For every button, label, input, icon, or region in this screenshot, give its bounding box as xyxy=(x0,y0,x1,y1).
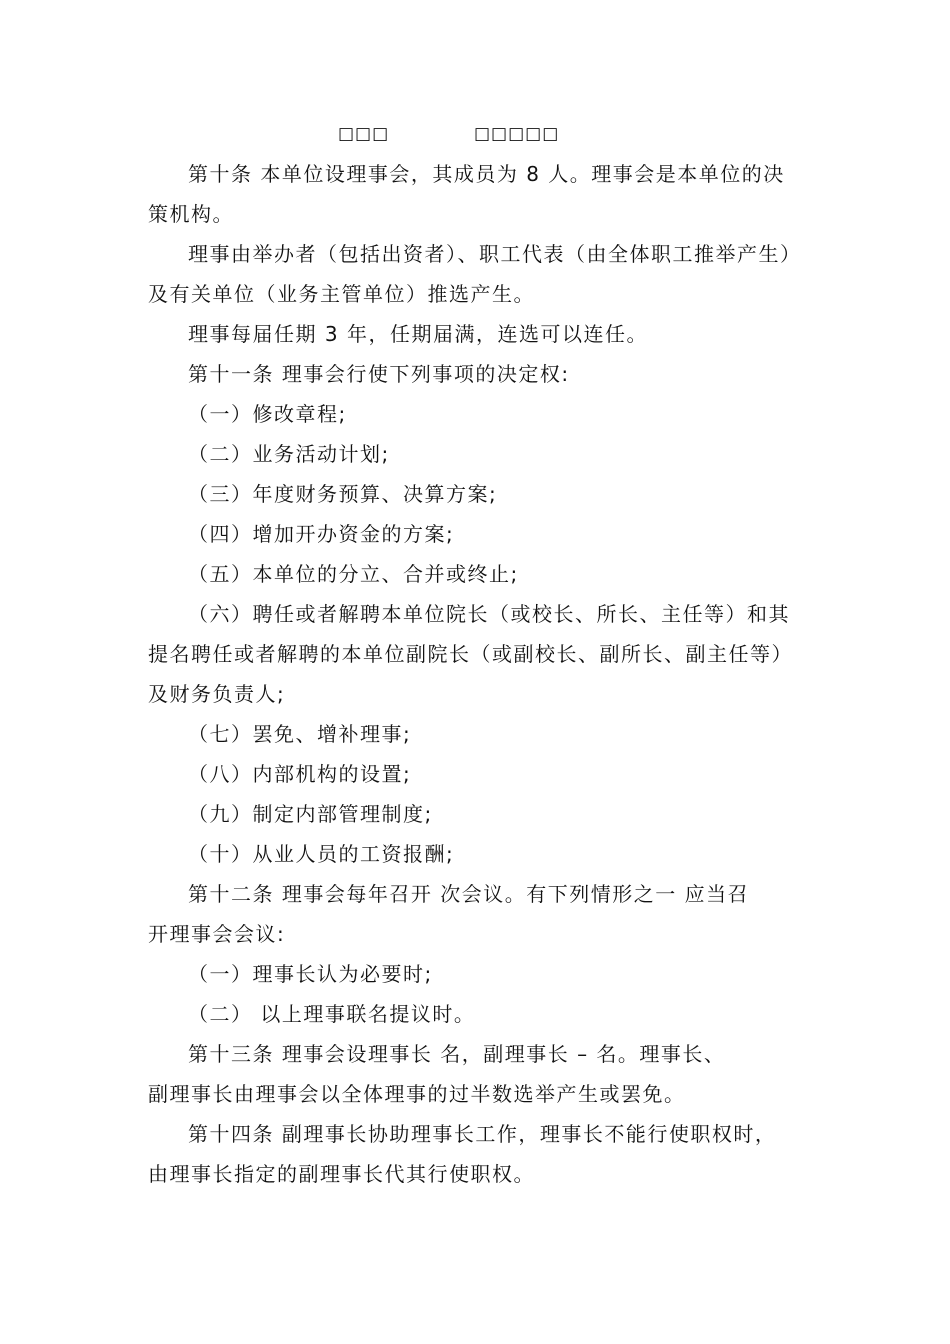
article-14-line-1: 第十四条 副理事长协助理事长工作，理事长不能行使职权时， xyxy=(188,1122,777,1146)
article-11-item-1: （一）修改章程; xyxy=(188,402,347,426)
chapter-heading xyxy=(0,124,950,148)
article-10-line-1: 第十条 本单位设理事会，其成员为 8 人。理事会是本单位的决 xyxy=(188,162,785,186)
article-12-item-1: （一）理事长认为必要时; xyxy=(188,962,433,986)
article-11-item-6-line-2: 提名聘任或者解聘的本单位副院长（或副校长、副所长、副主任等） xyxy=(148,642,793,666)
article-12-line-1: 第十二条 理事会每年召开 次会议。有下列情形之一 应当召 xyxy=(188,882,750,906)
article-10-para2-line-1: 理事由举办者（包括出资者）、职工代表（由全体职工推举产生） xyxy=(188,242,802,266)
article-11-item-6-line-1: （六）聘任或者解聘本单位院长（或校长、所长、主任等）和其 xyxy=(188,602,790,626)
article-11-item-2: （二）业务活动计划; xyxy=(188,442,390,466)
article-11-item-6-line-3: 及财务负责人; xyxy=(148,682,286,706)
article-11-item-7: （七）罢免、增补理事; xyxy=(188,722,412,746)
article-13-line-1: 第十三条 理事会设理事长 名，副理事长 – 名。理事长、 xyxy=(188,1042,726,1066)
heading-right-text: □□□□□ xyxy=(474,124,560,144)
article-10-term-line: 理事每届任期 3 年，任期届满，连选可以连任。 xyxy=(188,322,648,346)
article-11-item-3: （三）年度财务预算、决算方案; xyxy=(188,482,498,506)
article-11-item-4: （四）增加开办资金的方案; xyxy=(188,522,455,546)
article-10-line-2: 策机构。 xyxy=(148,202,234,226)
heading-left-text: □□□ xyxy=(338,124,390,144)
article-11-item-10: （十）从业人员的工资报酬; xyxy=(188,842,455,866)
article-11-item-8: （八）内部机构的设置; xyxy=(188,762,412,786)
article-12-item-2: （二） 以上理事联名提议时。 xyxy=(188,1002,476,1026)
article-11-line: 第十一条 理事会行使下列事项的决定权: xyxy=(188,362,570,386)
article-11-item-5: （五）本单位的分立、合并或终止; xyxy=(188,562,519,586)
article-13-line-2: 副理事长由理事会以全体理事的过半数选举产生或罢免。 xyxy=(148,1082,686,1106)
article-12-line-2: 开理事会会议: xyxy=(148,922,286,946)
article-11-item-9: （九）制定内部管理制度; xyxy=(188,802,433,826)
article-10-para2-line-2: 及有关单位（业务主管单位）推选产生。 xyxy=(148,282,535,306)
article-14-line-2: 由理事长指定的副理事长代其行使职权。 xyxy=(148,1162,535,1186)
